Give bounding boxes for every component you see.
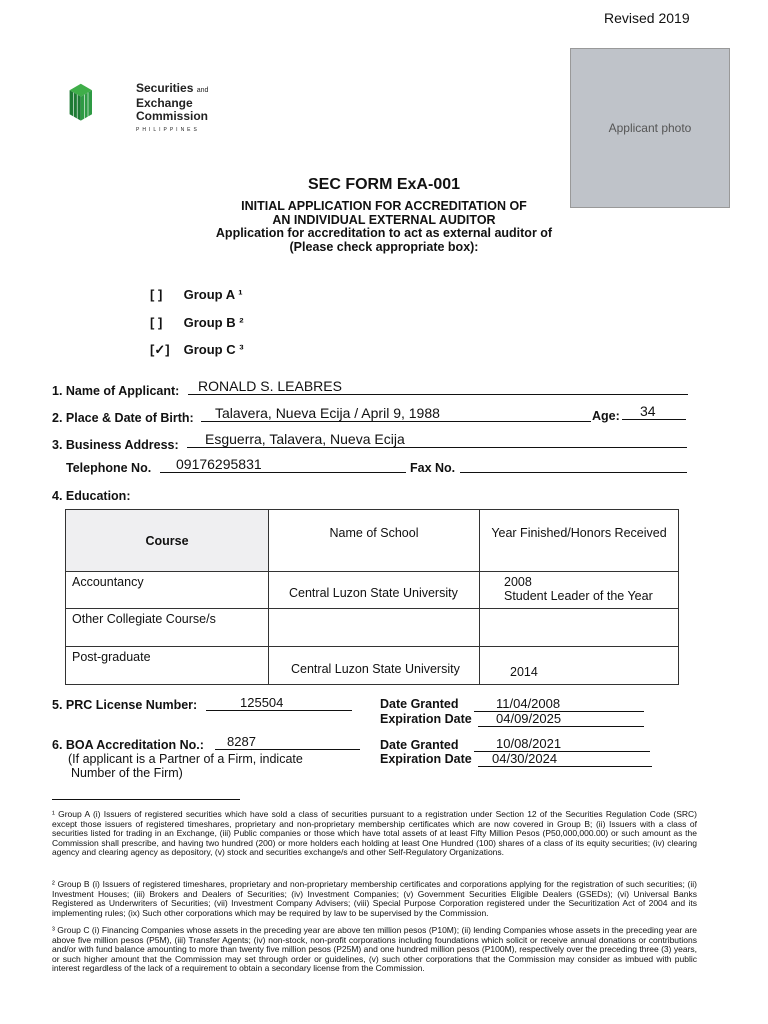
prc-number-field[interactable]	[206, 694, 352, 711]
prc-expiration-label: Expiration Date	[380, 712, 472, 726]
prc-granted-label: Date Granted	[380, 697, 459, 711]
age-field[interactable]	[622, 403, 686, 420]
footnote-group-b: ² Group B (i) Issuers of registered timeshares, proprietary and non-proprietary membership certificates and corporations applying for the registration of such securities; (ii) Investment Houses; (iii) Brokers and Dealers of Securities; (iv) Investment Companies; (v) Government Securities Eligible Dealers (GSEDs); (vi) Universal Banks Registered as Underwriters of Securities; (vii) Investment Company Advisers; (viii) Special Purpose Corporation registered under the Securitization Act of 2004 and its implementing rules; (ix) Such other corporations which may be required by law to be supervised by the Commission.	[52, 879, 697, 918]
prc-expiration-value: 04/09/2025	[496, 711, 562, 726]
header-year: Year Finished/Honors Received	[480, 510, 679, 572]
footnote-separator	[52, 799, 240, 800]
school-cell: Central Luzon State University	[269, 572, 480, 609]
year-cell	[480, 609, 679, 647]
checkbox-box: [✓]	[150, 342, 170, 357]
subtitle-line-1: INITIAL APPLICATION FOR ACCREDITATION OF	[241, 199, 527, 213]
boa-label: 6. BOA Accreditation No.:	[52, 738, 204, 752]
boa-note	[68, 752, 303, 780]
telephone-label: Telephone No.	[66, 461, 152, 475]
checkbox-box: [ ]	[150, 287, 163, 302]
course-cell: Other Collegiate Course/s	[66, 609, 269, 647]
sec-logo-icon	[68, 55, 132, 151]
group-c-checkbox[interactable]	[150, 342, 244, 358]
footnote-group-a: ¹ Group A (i) Issuers of registered securities which have sold a class of securities pursuant to a registration under Section 12 of the Securities Regulation Code (SRC) except those issuers of registered timeshares, proprietary and non-proprietary membership certificates which are now covered in Group B; (ii) Issuers with a class of securities listed for trading in an Exchange, (iii) Public companies or those which have total assets of at least Fifty Million Pesos (P50,000,000.00) or such amount as the Commission shall prescribe, and having two hundred (200) or more holders each holding at least One Hundred (100) shares of a class of its equity securities; (iv) clearing agency and clearing agency as depository, (v) stock and securities exchange/s and other Self-Regulatory Organizations.	[52, 809, 697, 857]
course-cell: Accountancy	[66, 572, 269, 609]
subtitle-line-2: AN INDIVIDUAL EXTERNAL AUDITOR	[272, 212, 496, 227]
telephone-value: 09176295831	[176, 456, 262, 472]
school-cell: Central Luzon State University	[269, 647, 480, 685]
age-label: Age:	[592, 409, 620, 423]
education-table	[65, 509, 679, 685]
education-label: 4. Education:	[52, 489, 131, 503]
address-label: 3. Business Address:	[52, 438, 179, 452]
telephone-field[interactable]	[160, 456, 406, 473]
course-cell: Post-graduate	[66, 647, 269, 685]
logo-line1: Securities	[136, 81, 194, 95]
checkbox-label: Group C ³	[183, 342, 244, 357]
name-value: RONALD S. LEABRES	[198, 378, 342, 394]
boa-expiration-value: 04/30/2024	[492, 751, 558, 766]
prc-label: 5. PRC License Number:	[52, 698, 198, 712]
header-course: Course	[66, 510, 269, 572]
fax-field[interactable]	[460, 456, 687, 473]
boa-number-field[interactable]	[215, 733, 360, 750]
checkbox-label: Group B ²	[183, 315, 244, 330]
prc-number-value: 125504	[240, 695, 284, 710]
form-title: SEC FORM ExA-001	[307, 176, 461, 193]
boa-expiration-label: Expiration Date	[380, 752, 472, 766]
birth-value: Talavera, Nueva Ecija / April 9, 1988	[215, 405, 440, 421]
table-row	[66, 572, 679, 609]
group-a-checkbox[interactable]	[150, 287, 243, 302]
age-value: 34	[640, 403, 656, 419]
year-cell: 2014	[480, 647, 679, 685]
boa-granted-label: Date Granted	[380, 738, 459, 752]
address-value: Esguerra, Talavera, Nueva Ecija	[205, 431, 405, 447]
birth-field[interactable]	[201, 405, 591, 422]
logo-line2: Exchange	[136, 96, 193, 110]
logo-line1-suffix: and	[196, 87, 209, 94]
footnote-group-c: ³ Group C (i) Financing Companies whose assets in the preceding year are above ten million pesos (P10M); (ii) lending Companies whose assets in the preceding year are above five million pesos (P5M), (iii) Transfer Agents; (iv) non-stock, non-profit corporations including foundations which solicit or receive annual donations or contributions and/or with fund balance amounting to more than twenty five million pesos (P25M) and one hundred million pesos (P100M), respectively over the preceding three (3) years, or such higher amount that the Commission may set through order or guidelines, (v) such other corporations that the Commission may consider as imbued with public interest regardless of the lack of a requirement to obtain a secondary license from the Commission.	[52, 925, 697, 973]
boa-granted-value: 10/08/2021	[496, 736, 562, 751]
revision-label: Revised 2019	[604, 10, 690, 26]
school-cell	[269, 609, 480, 647]
table-row	[66, 647, 679, 685]
boa-number-value: 8287	[227, 734, 256, 749]
logo-line3: Commission	[136, 109, 209, 123]
subtitle-line-4: (Please check appropriate box):	[289, 239, 479, 254]
honors-value: Student Leader of the Year	[504, 589, 653, 603]
header-school: Name of School	[269, 510, 480, 572]
form-subtitle	[0, 200, 768, 254]
boa-note-line-2: Number of the Firm)	[71, 766, 183, 780]
name-field[interactable]	[188, 378, 688, 395]
group-b-checkbox[interactable]	[150, 315, 244, 330]
checkbox-label: Group A ¹	[183, 287, 243, 302]
year-value: 2008	[504, 575, 532, 589]
checkbox-box: [ ]	[150, 315, 163, 330]
prc-granted-value: 11/04/2008	[496, 696, 561, 711]
birth-label: 2. Place & Date of Birth:	[52, 411, 194, 425]
prc-expiration-field[interactable]	[478, 710, 644, 727]
address-field[interactable]	[187, 431, 687, 448]
logo-sub: PHILIPPINES	[136, 127, 200, 133]
subtitle-line-3: Application for accreditation to act as external auditor of	[215, 226, 553, 240]
year-cell	[480, 572, 679, 609]
photo-placeholder-label: Applicant photo	[608, 121, 692, 135]
table-header-row	[66, 510, 679, 572]
fax-label: Fax No.	[410, 461, 456, 475]
table-row	[66, 609, 679, 647]
boa-note-line-1: (If applicant is a Partner of a Firm, indicate	[68, 752, 303, 766]
name-label: 1. Name of Applicant:	[52, 384, 180, 398]
boa-expiration-field[interactable]	[478, 750, 652, 767]
sec-logo-wordmark	[136, 82, 208, 137]
